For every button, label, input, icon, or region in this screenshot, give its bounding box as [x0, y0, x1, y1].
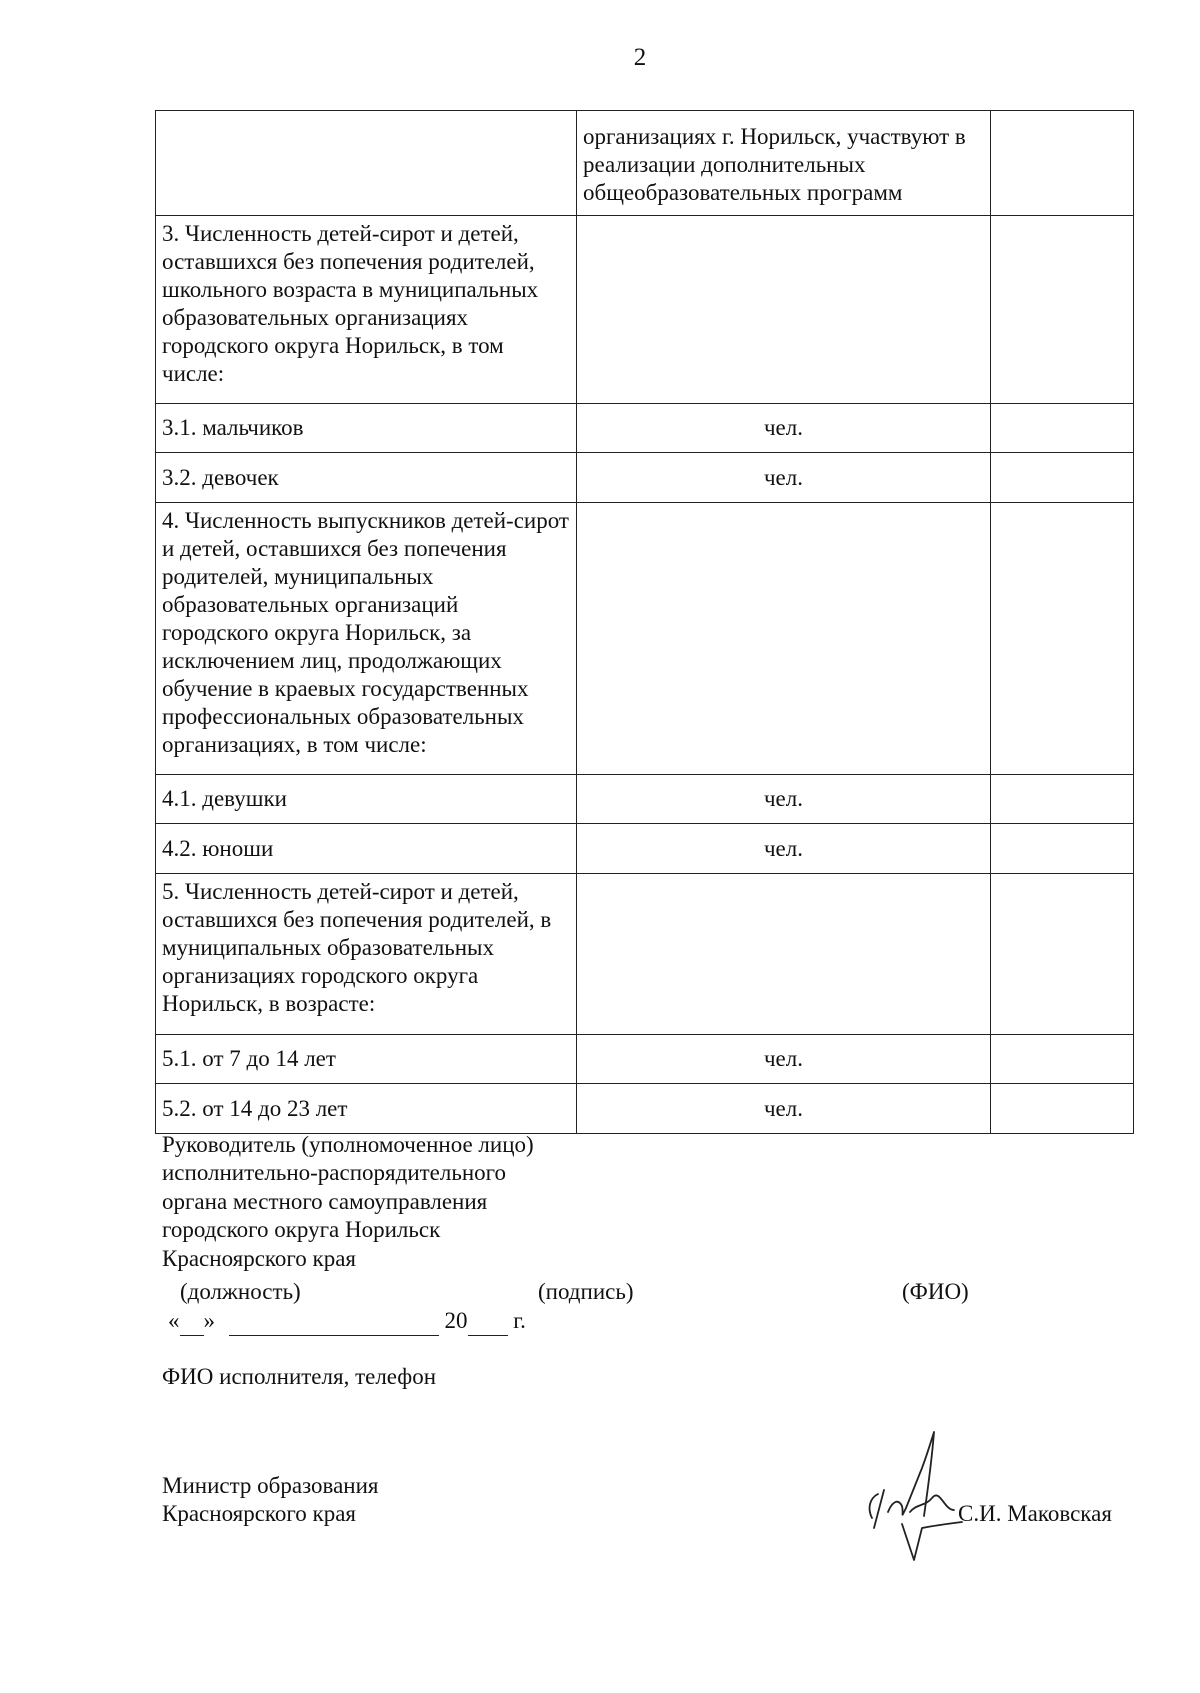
report-table [155, 110, 1134, 1134]
minister-title-line: Министр образования [162, 1473, 379, 1498]
row-unit: чел. [577, 453, 991, 503]
table-row [156, 1035, 1134, 1084]
row-label: 5.1. от 7 до 14 лет [156, 1035, 577, 1084]
row-unit: чел. [577, 1035, 991, 1084]
signature-caption: (подпись) [538, 1279, 634, 1304]
page-number: 2 [633, 44, 647, 71]
row-label: 3.2. девочек [156, 453, 577, 503]
row-unit: чел. [577, 404, 991, 453]
year-blank [468, 1307, 508, 1336]
year-prefix: 20 [444, 1308, 468, 1333]
row-value [991, 824, 1134, 874]
minister-name: С.И. Маковская [958, 1501, 1112, 1526]
head-title-block [162, 1131, 534, 1273]
table-row [156, 1084, 1134, 1134]
row-label: 4.1. девушки [156, 775, 577, 824]
table-row [156, 824, 1134, 874]
row-unit: чел. [577, 775, 991, 824]
row-unit [577, 216, 991, 404]
month-blank [229, 1307, 439, 1336]
row-label: 5.2. от 14 до 23 лет [156, 1084, 577, 1134]
row-label: 3. Численность детей-сирот и детей, оставшихся без попечения родителей, школьного возраста в муниципальных образовательных организациях городского округа Норильск, в том числе: [156, 216, 577, 404]
table-row [156, 216, 1134, 404]
table-row [156, 775, 1134, 824]
row-continuation-text: организациях г. Норильск, участвуют в реализации дополнительных общеобразовательных программ [577, 111, 991, 216]
row-value [991, 503, 1134, 775]
minister-title [162, 1472, 379, 1529]
year-suffix: г. [513, 1308, 526, 1333]
handwritten-signature [862, 1428, 972, 1568]
row-value [991, 1035, 1134, 1084]
head-title-line: исполнительно-распорядительного [162, 1160, 507, 1186]
row-value [991, 775, 1134, 824]
head-title-line: городского округа Норильск [162, 1217, 441, 1243]
head-title-line: Руководитель (уполномоченное лицо) [162, 1132, 534, 1157]
row-label: 4.2. юноши [156, 824, 577, 874]
head-title-line: органа местного самоуправления [162, 1188, 488, 1214]
position-caption: (должность) [180, 1279, 301, 1304]
table-row [156, 453, 1134, 503]
row-label: 5. Численность детей-сирот и детей, оставшихся без попечения родителей, в муниципальных образовательных организациях городского округа Норильск, в возрасте: [156, 874, 577, 1035]
date-close-quote: » [203, 1308, 215, 1333]
row-value [991, 404, 1134, 453]
row-value [991, 874, 1134, 1035]
minister-title-line: Красноярского края [162, 1501, 356, 1527]
table-row [156, 404, 1134, 453]
row-value [991, 216, 1134, 404]
row-unit: чел. [577, 1084, 991, 1134]
day-blank [180, 1307, 204, 1336]
table-row [156, 874, 1134, 1035]
name-caption: (ФИО) [902, 1279, 969, 1304]
date-line [168, 1307, 526, 1336]
row-unit: чел. [577, 824, 991, 874]
row-value [991, 453, 1134, 503]
row-unit [577, 503, 991, 775]
row-value [991, 1084, 1134, 1134]
row-label: 4. Численность выпускников детей-сирот и детей, оставшихся без попечения родителей, муниципальных образовательных организаций городского округа Норильск, за исключением лиц, продолжающих обучение в краевых государственных профессиональных образовательных организациях, в том числе: [156, 503, 577, 775]
table-row [156, 111, 1134, 216]
table-row [156, 503, 1134, 775]
date-open-quote: « [168, 1308, 180, 1333]
head-title-line: Красноярского края [162, 1245, 356, 1271]
executor-line: ФИО исполнителя, телефон [162, 1364, 437, 1389]
row-label: 3.1. мальчиков [156, 404, 577, 453]
row-unit [577, 874, 991, 1035]
row-value [991, 111, 1134, 216]
row-label [156, 111, 577, 216]
